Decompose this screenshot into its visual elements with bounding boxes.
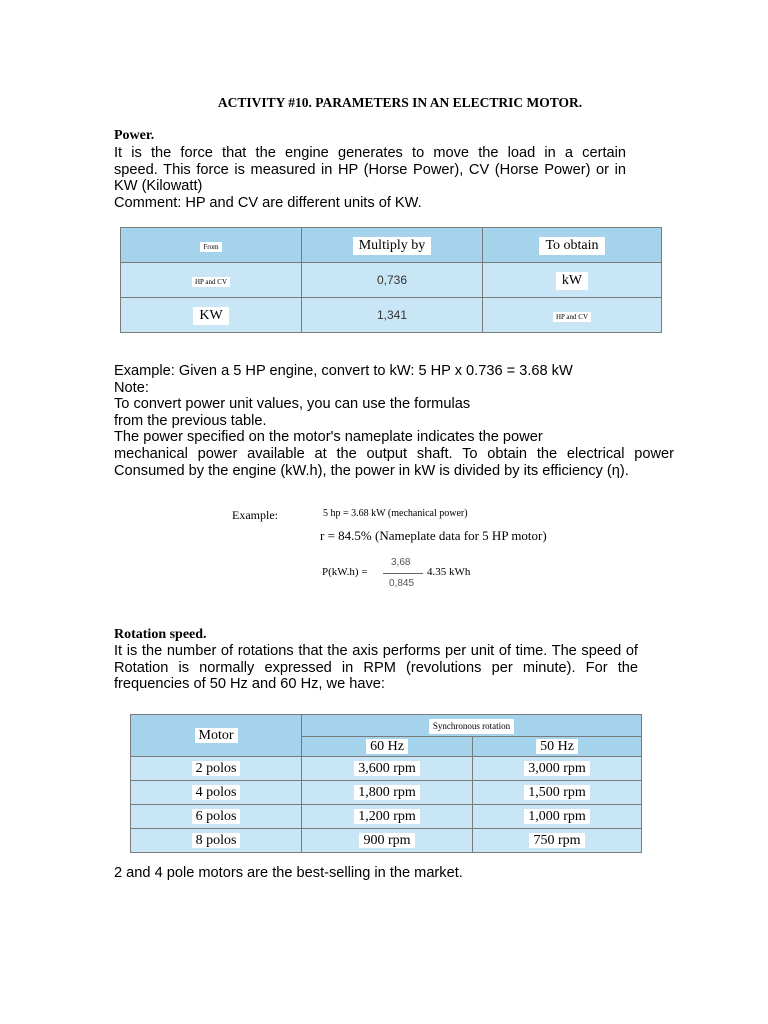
header-from: From <box>121 228 302 263</box>
header-to-obtain: To obtain <box>483 228 662 263</box>
cell-from: KW <box>121 298 302 333</box>
note-label: Note: <box>114 379 149 396</box>
cell-60hz: 1,800 rpm <box>302 781 473 805</box>
power-notes <box>114 363 674 479</box>
calc-numerator: 3,68 <box>391 557 411 568</box>
cell-from: HP and CV <box>121 263 302 298</box>
fraction-bar <box>383 573 423 574</box>
rotation-line-3: frequencies of 50 Hz and 60 Hz, we have: <box>114 676 385 693</box>
spec-line-1: The power specified on the motor's nameplate indicates the power <box>114 429 543 446</box>
spec-line-2: mechanical power available at the output shaft. To obtain the electrical power <box>114 445 674 462</box>
rotation-heading: Rotation speed. <box>114 627 207 642</box>
cell-poles: 4 polos <box>131 781 302 805</box>
cell-50hz: 1,000 rpm <box>473 805 642 829</box>
cell-50hz: 3,000 rpm <box>473 757 642 781</box>
cell-50hz: 1,500 rpm <box>473 781 642 805</box>
cell-poles: 2 polos <box>131 757 302 781</box>
cell-factor: 0,736 <box>302 263 483 298</box>
cell-60hz: 3,600 rpm <box>302 757 473 781</box>
note-line-1: To convert power unit values, you can use the formulas <box>114 396 471 413</box>
header-multiply-by: Multiply by <box>302 228 483 263</box>
power-heading: Power. <box>114 128 155 143</box>
power-line-3: KW (Kilowatt) <box>114 178 203 195</box>
cell-factor: 1,341 <box>302 298 483 333</box>
power-comment: Comment: HP and CV are different units of KW. <box>114 194 422 211</box>
rotation-line-2: Rotation is normally expressed in RPM (revolutions per minute). For the <box>114 659 638 676</box>
table-header-row <box>121 228 662 263</box>
cell-50hz: 750 rpm <box>473 829 642 853</box>
cell-60hz: 1,200 rpm <box>302 805 473 829</box>
power-description <box>114 145 626 211</box>
calc-line-1: 5 hp = 3.68 kW (mechanical power) <box>323 508 468 519</box>
table-row <box>131 757 642 781</box>
note-line-2: from the previous table. <box>114 412 267 429</box>
table-row <box>131 781 642 805</box>
table-row <box>131 829 642 853</box>
cell-to: kW <box>483 263 662 298</box>
table-row <box>131 805 642 829</box>
rotation-line-1: It is the number of rotations that the axis performs per unit of time. The speed of <box>114 643 638 659</box>
header-motor: Motor <box>131 715 302 757</box>
header-60hz: 60 Hz <box>302 737 473 757</box>
page-title: ACTIVITY #10. PARAMETERS IN AN ELECTRIC MOTOR. <box>217 95 583 110</box>
power-line-1: It is the force that the engine generates to move the load in a certain <box>114 145 626 161</box>
header-synchronous-rotation: Synchronous rotation <box>302 715 642 737</box>
cell-60hz: 900 rpm <box>302 829 473 853</box>
spec-line-3: Consumed by the engine (kW.h), the power in kW is divided by its efficiency (η). <box>114 462 629 479</box>
calc-line-2: r = 84.5% (Nameplate data for 5 HP motor) <box>320 528 547 543</box>
table-row <box>121 263 662 298</box>
rotation-footer: 2 and 4 pole motors are the best-selling in the market. <box>114 865 463 881</box>
calc-lhs: P(kW.h) = <box>322 566 368 578</box>
table-row <box>121 298 662 333</box>
cell-to: HP and CV <box>483 298 662 333</box>
rotation-description <box>114 643 638 693</box>
cell-poles: 8 polos <box>131 829 302 853</box>
power-conversion-table <box>120 227 662 333</box>
calc-label: Example: <box>232 508 278 522</box>
table-header-row <box>131 715 642 737</box>
header-50hz: 50 Hz <box>473 737 642 757</box>
rotation-speed-table <box>130 714 642 853</box>
calc-denominator: 0,845 <box>389 578 415 589</box>
conversion-example: Example: Given a 5 HP engine, convert to kW: 5 HP x 0.736 = 3.68 kW <box>114 363 573 379</box>
power-line-2: speed. This force is measured in HP (Horse Power), CV (Horse Power) or in <box>114 161 626 178</box>
cell-poles: 6 polos <box>131 805 302 829</box>
calc-result: 4.35 kWh <box>427 566 471 578</box>
